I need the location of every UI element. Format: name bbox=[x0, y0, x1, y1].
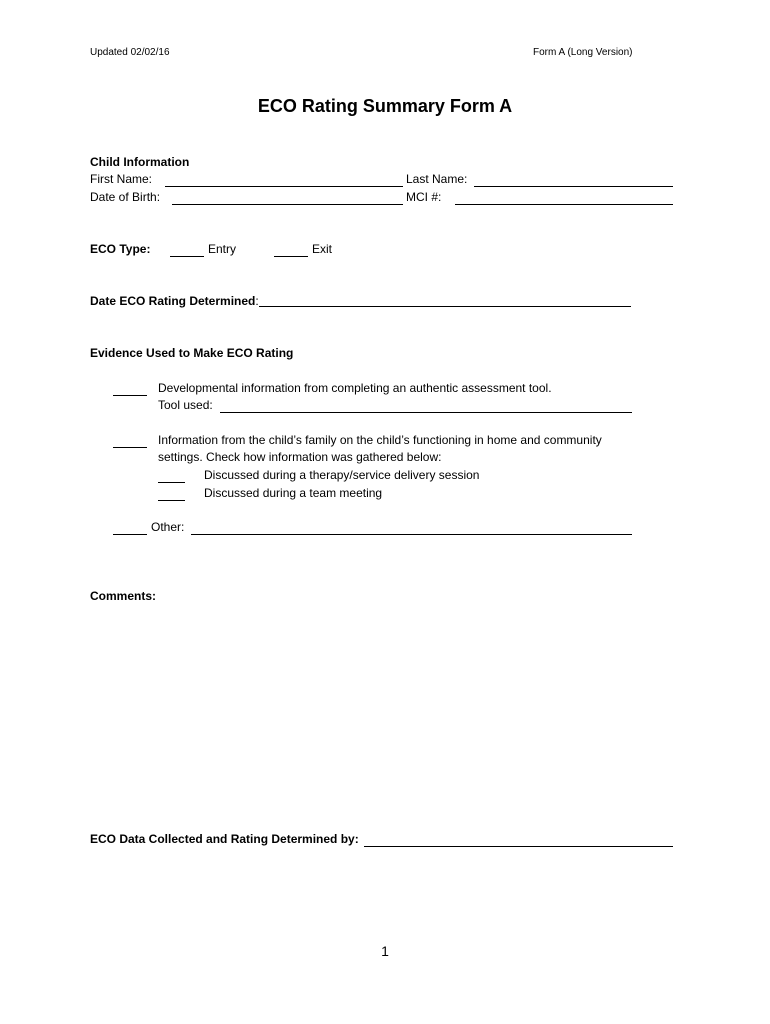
exit-label: Exit bbox=[312, 242, 333, 256]
therapy-session-text: Discussed during a therapy/service delivery session bbox=[204, 468, 480, 482]
dob-field[interactable] bbox=[172, 204, 403, 205]
child-info-heading: Child Information bbox=[90, 155, 190, 169]
team-meeting-checkbox-line[interactable] bbox=[158, 500, 185, 501]
tool-used-field[interactable] bbox=[220, 412, 632, 413]
therapy-session-checkbox-line[interactable] bbox=[158, 482, 185, 483]
date-determined-field[interactable] bbox=[259, 306, 631, 307]
page-number: 1 bbox=[381, 943, 389, 959]
first-name-field[interactable] bbox=[165, 186, 403, 187]
signoff-label: ECO Data Collected and Rating Determined by: bbox=[90, 832, 359, 846]
last-name-field[interactable] bbox=[474, 186, 673, 187]
evidence-heading: Evidence Used to Make ECO Rating bbox=[90, 346, 294, 360]
date-determined-colon: : bbox=[255, 294, 259, 308]
last-name-label: Last Name: bbox=[406, 172, 468, 186]
form-version: Form A (Long Version) bbox=[533, 47, 633, 58]
exit-checkbox-line[interactable] bbox=[274, 256, 308, 257]
tool-used-label: Tool used: bbox=[158, 398, 213, 412]
other-checkbox-line[interactable] bbox=[113, 534, 147, 535]
date-determined-label: Date ECO Rating Determined bbox=[90, 294, 256, 308]
page-title: ECO Rating Summary Form A bbox=[257, 96, 513, 116]
eco-type-label: ECO Type: bbox=[90, 242, 151, 256]
team-meeting-text: Discussed during a team meeting bbox=[204, 486, 383, 500]
date-determined-row bbox=[90, 294, 631, 308]
mci-label: MCI #: bbox=[406, 190, 442, 204]
family-info-checkbox-line[interactable] bbox=[113, 447, 147, 448]
family-info-text-line1: Information from the child’s family on the child’s functioning in home and community bbox=[158, 433, 602, 447]
assessment-tool-text: Developmental information from completing an authentic assessment tool. bbox=[158, 381, 552, 395]
entry-label: Entry bbox=[208, 242, 237, 256]
entry-checkbox-line[interactable] bbox=[170, 256, 204, 257]
first-name-label: First Name: bbox=[90, 172, 153, 186]
updated-date: Updated 02/02/16 bbox=[90, 47, 170, 58]
dob-label: Date of Birth: bbox=[90, 190, 161, 204]
mci-field[interactable] bbox=[455, 204, 673, 205]
comments-label: Comments: bbox=[90, 589, 157, 603]
assessment-tool-checkbox-line[interactable] bbox=[113, 395, 147, 396]
other-label: Other: bbox=[151, 520, 185, 534]
other-field[interactable] bbox=[191, 534, 632, 535]
comments-area[interactable] bbox=[90, 610, 673, 820]
family-info-text-line2: settings. Check how information was gathered below: bbox=[158, 450, 442, 464]
signoff-field[interactable] bbox=[364, 846, 673, 847]
